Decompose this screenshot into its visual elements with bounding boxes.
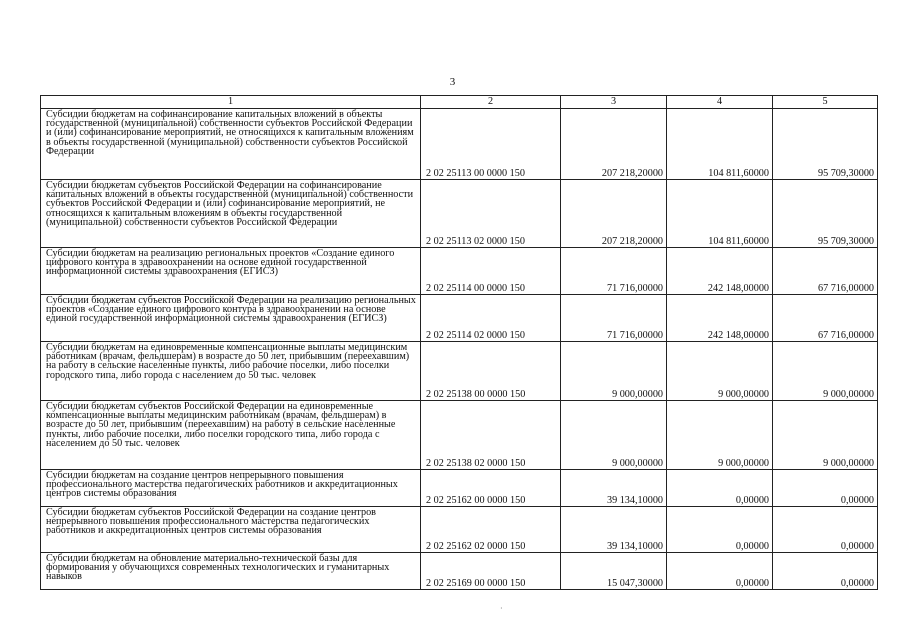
row-description: Субсидии бюджетам субъектов Российской Федерации на создание центров непрерывного повышения профессионального мастерства педагогических работников и аккредитационных центров системы образования — [41, 507, 421, 553]
row-description: Субсидии бюджетам субъектов Российской Федерации на софинансирование капитальных вложений в объекты государственной (муниципальной) собственности субъектов Российской Федерации и (или) софинансирование мероприятий, не относящихся к капитальным вложениям в объекты государственной (муниципальной) собственности субъектов Российской Федерации — [41, 180, 421, 248]
row-value-col3: 71 716,00000 — [561, 248, 667, 295]
row-value-col4: 242 148,00000 — [667, 248, 773, 295]
row-value-col3: 71 716,00000 — [561, 295, 667, 342]
row-value-col4: 9 000,00000 — [667, 401, 773, 470]
row-description: Субсидии бюджетам на единовременные компенсационные выплаты медицинским работникам (врачам, фельдшерам) в возрасте до 50 лет, прибывшим (переехавшим) на работу в сельские населенные пункты, либо рабочие поселки, либо поселки городского типа, либо города с населением до 50 тыс. человек — [41, 342, 421, 401]
row-code: 2 02 25138 02 0000 150 — [421, 401, 561, 470]
table-row — [41, 342, 878, 401]
row-value-col4: 0,00000 — [667, 553, 773, 590]
row-value-col3: 9 000,00000 — [561, 342, 667, 401]
row-value-col4: 0,00000 — [667, 470, 773, 507]
table-row — [41, 553, 878, 590]
row-description: Субсидии бюджетам на создание центров непрерывного повышения профессионального мастерства педагогических работников и аккредитационных центров системы образования — [41, 470, 421, 507]
table-header-row — [41, 96, 878, 109]
row-value-col5: 9 000,00000 — [773, 342, 878, 401]
row-value-col4: 104 811,60000 — [667, 180, 773, 248]
scan-speck: · — [500, 604, 503, 613]
row-code: 2 02 25114 02 0000 150 — [421, 295, 561, 342]
column-header-2: 2 — [421, 96, 561, 109]
row-value-col5: 0,00000 — [773, 553, 878, 590]
row-value-col5: 0,00000 — [773, 470, 878, 507]
row-value-col3: 39 134,10000 — [561, 470, 667, 507]
row-value-col3: 207 218,20000 — [561, 180, 667, 248]
row-value-col4: 242 148,00000 — [667, 295, 773, 342]
row-description: Субсидии бюджетам на обновление материально-технической базы для формирования у обучающихся современных технологических и гуманитарных навыков — [41, 553, 421, 590]
budget-table — [40, 95, 878, 590]
row-value-col5: 67 716,00000 — [773, 248, 878, 295]
row-description: Субсидии бюджетам субъектов Российской Федерации на реализацию региональных проектов «Создание единого цифрового контура в здравоохранении на основе единой государственной информационной системы здравоохранения (ЕГИСЗ) — [41, 295, 421, 342]
row-value-col4: 104 811,60000 — [667, 109, 773, 180]
column-header-4: 4 — [667, 96, 773, 109]
row-value-col5: 95 709,30000 — [773, 180, 878, 248]
row-code: 2 02 25162 00 0000 150 — [421, 470, 561, 507]
row-value-col4: 9 000,00000 — [667, 342, 773, 401]
row-value-col5: 95 709,30000 — [773, 109, 878, 180]
row-description: Субсидии бюджетам субъектов Российской Федерации на единовременные компенсационные выплаты медицинским работникам (врачам, фельдшерам) в возрасте до 50 лет, прибывшим (переехавшим) на работу в сельские населенные пункты, либо рабочие поселки, либо поселки городского типа, либо города с населением до 50 тыс. человек — [41, 401, 421, 470]
row-code: 2 02 25114 00 0000 150 — [421, 248, 561, 295]
page-number: 3 — [449, 76, 456, 88]
column-header-5: 5 — [773, 96, 878, 109]
row-description: Субсидии бюджетам на софинансирование капитальных вложений в объекты государственной (муниципальной) собственности субъектов Российской Федерации и (или) софинансирование мероприятий, не относящихся к капитальным вложениям в объекты государственной (муниципальной) собственности субъектов Российской Федерации — [41, 109, 421, 180]
row-value-col3: 9 000,00000 — [561, 401, 667, 470]
table-row — [41, 180, 878, 248]
table-row — [41, 401, 878, 470]
table-row — [41, 507, 878, 553]
row-code: 2 02 25162 02 0000 150 — [421, 507, 561, 553]
table-row — [41, 248, 878, 295]
row-value-col5: 67 716,00000 — [773, 295, 878, 342]
row-value-col3: 15 047,30000 — [561, 553, 667, 590]
row-code: 2 02 25138 00 0000 150 — [421, 342, 561, 401]
row-description: Субсидии бюджетам на реализацию региональных проектов «Создание единого цифрового контура в здравоохранении на основе единой государственной информационной системы здравоохранения (ЕГИСЗ) — [41, 248, 421, 295]
table-row — [41, 109, 878, 180]
row-value-col3: 207 218,20000 — [561, 109, 667, 180]
row-code: 2 02 25169 00 0000 150 — [421, 553, 561, 590]
row-value-col3: 39 134,10000 — [561, 507, 667, 553]
row-value-col5: 0,00000 — [773, 507, 878, 553]
table-row — [41, 470, 878, 507]
row-value-col5: 9 000,00000 — [773, 401, 878, 470]
row-code: 2 02 25113 02 0000 150 — [421, 180, 561, 248]
row-code: 2 02 25113 00 0000 150 — [421, 109, 561, 180]
column-header-1: 1 — [41, 96, 421, 109]
table-row — [41, 295, 878, 342]
column-header-3: 3 — [561, 96, 667, 109]
row-value-col4: 0,00000 — [667, 507, 773, 553]
